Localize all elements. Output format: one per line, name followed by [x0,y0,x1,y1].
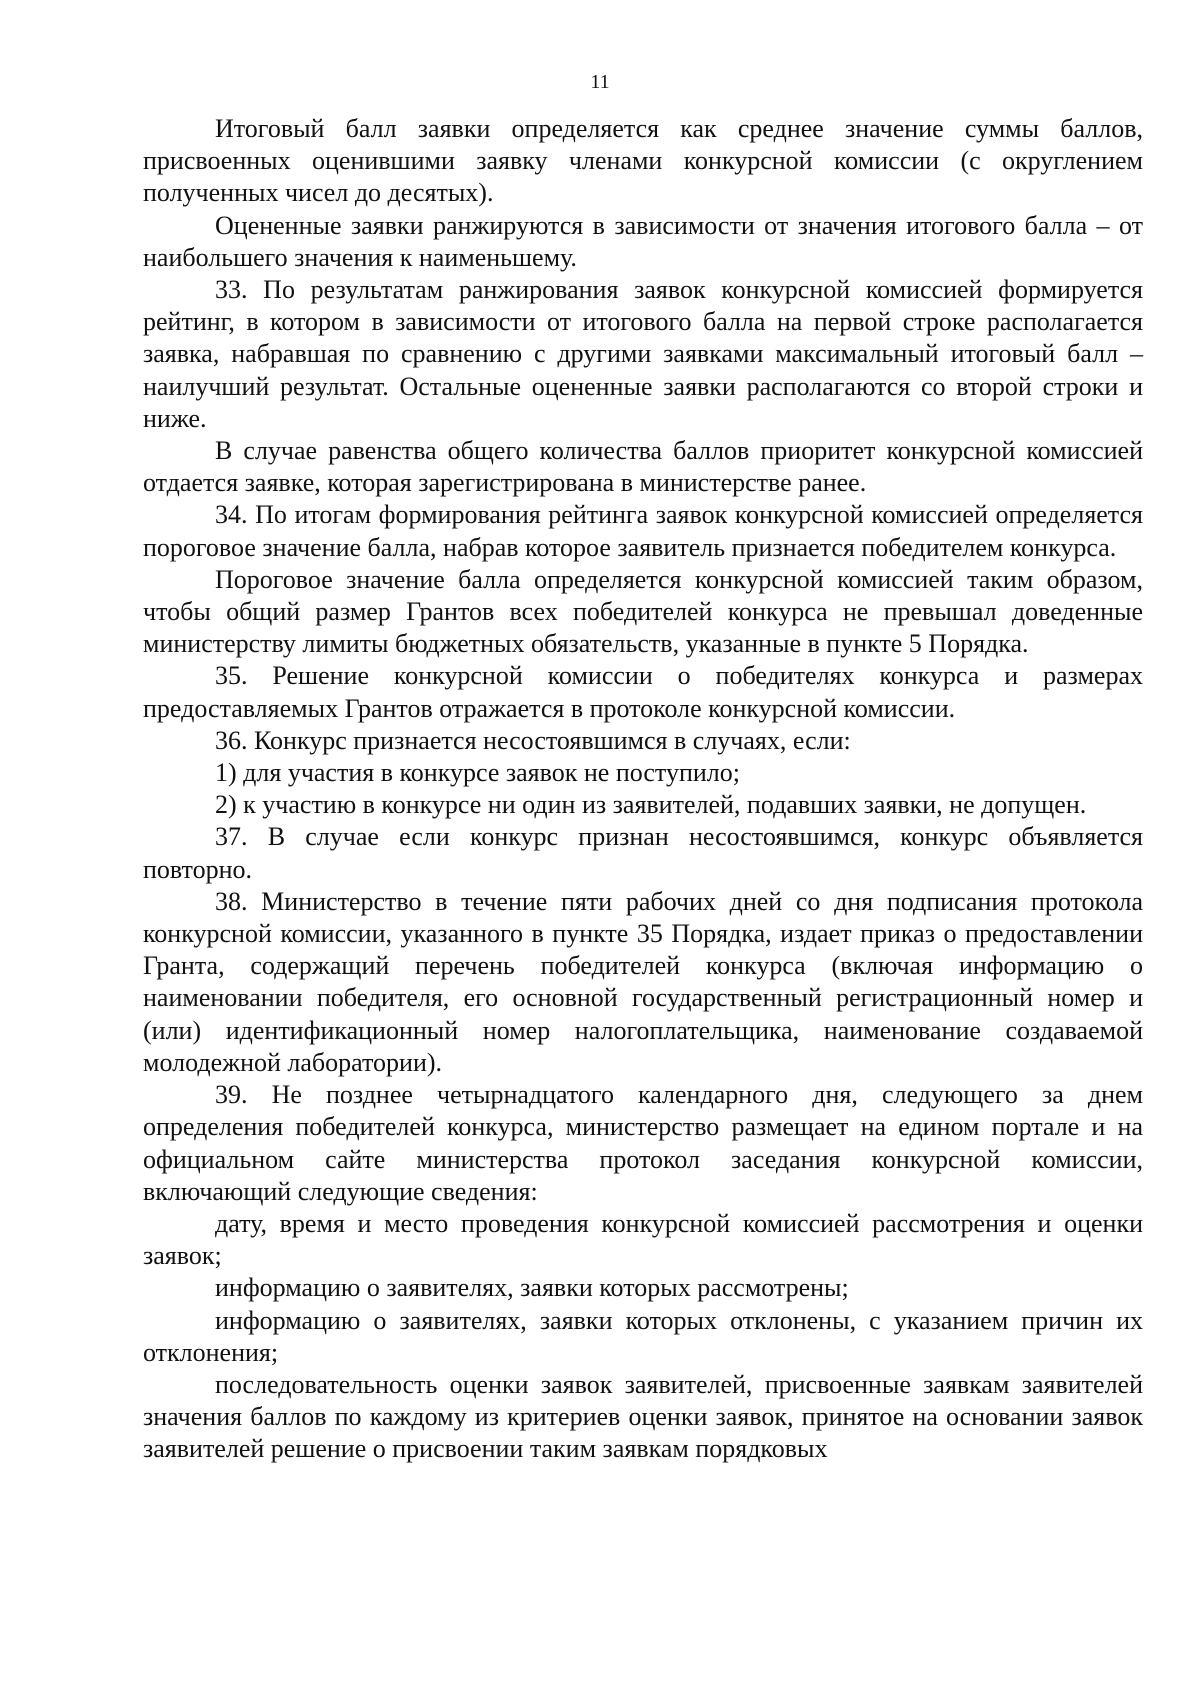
paragraph-35: 35. Решение конкурсной комиссии о победителях конкурса и размерах предоставляемых Грантов отражается в протоколе конкурсной комиссии. [143,661,1143,723]
list-item-39-reviewed: информацию о заявителях, заявки которых рассмотрены; [215,1273,849,1303]
paragraph-38: 38. Министерство в течение пяти рабочих дней со дня подписания протокола конкурсной комиссии, указанного в пункте 35 Порядка, издает приказ о предоставлении Гранта, содержащий перечень победителей конкурса (включая информацию о наименовании победителя, его основной государственный регистрационный номер и (или) идентификационный номер налогоплательщика, наименование создаваемой молодежной лаборатории). [143,886,1143,1077]
document-body [143,113,1143,1466]
paragraph-37: 37. В случае если конкурс признан несостоявшимся, конкурс объявляется повторно. [143,822,1143,884]
paragraph-36: 36. Конкурс признается несостоявшимся в случаях, если: [215,725,851,755]
paragraph-34: 34. По итогам формирования рейтинга заявок конкурсной комиссией определяется пороговое значение балла, набрав которое заявитель признается победителем конкурса. [143,500,1143,562]
paragraph-33: 33. По результатам ранжирования заявок конкурсной комиссией формируется рейтинг, в котором в зависимости от итогового балла на первой строке располагается заявка, набравшая по сравнению с другими заявками максимальный итоговый балл – наилучший результат. Остальные оцененные заявки располагаются со второй строки и ниже. [143,275,1143,433]
list-item-39-sequence: последовательность оценки заявок заявителей, присвоенные заявкам заявителей значения баллов по каждому из критериев оценки заявок, принятое на основании заявок заявителей решение о присвоении таким заявкам порядковых [143,1369,1143,1464]
list-item-39-rejected: информацию о заявителях, заявки которых отклонены, с указанием причин их отклонения; [143,1305,1143,1367]
page-number: 11 [590,71,610,93]
paragraph-threshold: Пороговое значение балла определяется конкурсной комиссией таким образом, чтобы общий размер Грантов всех победителей конкурса не превышал доведенные министерству лимиты бюджетных обязательств, указанные в пункте 5 Порядка. [143,564,1143,659]
paragraph-39: 39. Не позднее четырнадцатого календарного дня, следующего за днем определения победителей конкурса, министерство размещает на едином портале и на официальном сайте министерства протокол заседания конкурсной комиссии, включающий следующие сведения: [143,1080,1143,1206]
list-item-36-2: 2) к участию в конкурсе ни один из заявителей, подавших заявки, не допущен. [215,790,1087,820]
paragraph-ranking: Оцененные заявки ранжируются в зависимости от значения итогового балла – от наибольшего значения к наименьшему. [143,210,1143,272]
paragraph-final-score: Итоговый балл заявки определяется как среднее значение суммы баллов, присвоенных оценившими заявку членами конкурсной комиссии (с округлением полученных чисел до десятых). [143,114,1143,208]
list-item-39-date: дату, время и место проведения конкурсной комиссией рассмотрения и оценки заявок; [143,1208,1143,1271]
list-item-36-1: 1) для участия в конкурсе заявок не поступило; [215,758,740,788]
paragraph-tie-priority: В случае равенства общего количества баллов приоритет конкурсной комиссией отдается заявке, которая зарегистрирована в министерстве ранее. [143,436,1143,498]
